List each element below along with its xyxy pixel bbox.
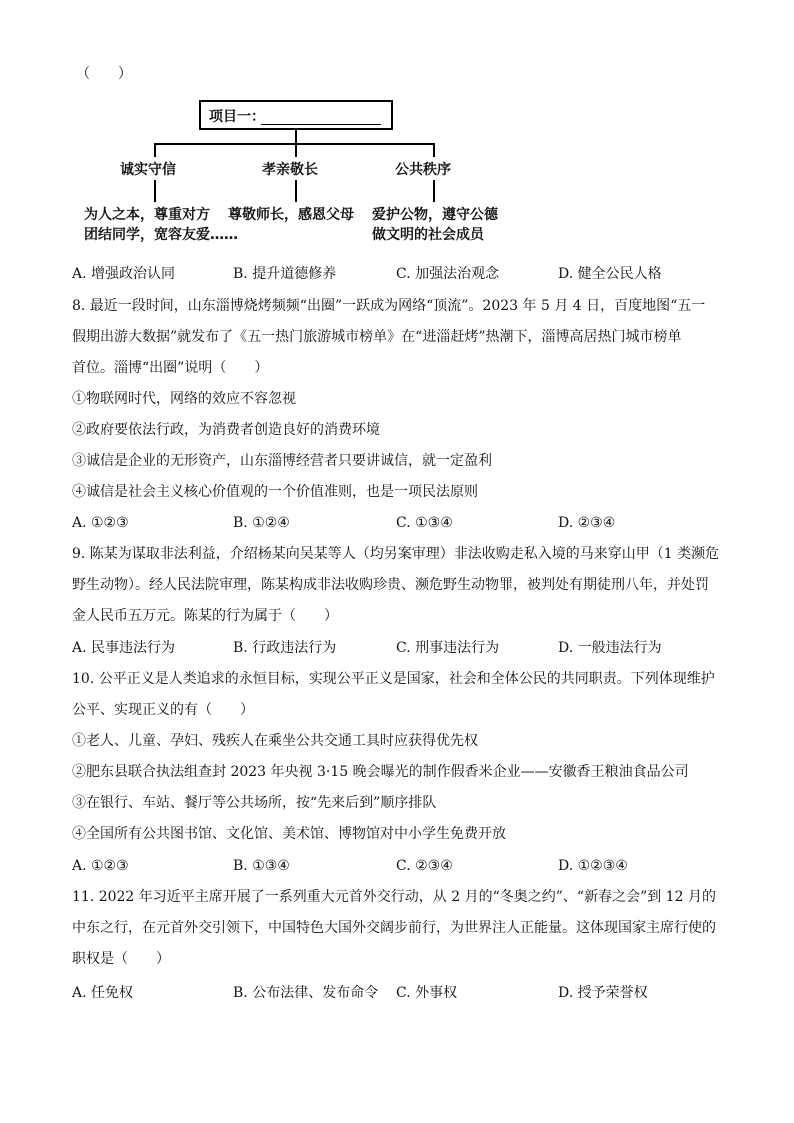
q11-option-b[interactable]: B. 公布法律、发布命令 — [233, 985, 379, 1001]
q8-item-2: ②政府要依法行政，为消费者创造良好的消费环境 — [72, 422, 380, 438]
q7-option-d[interactable]: D. 健全公民人格 — [558, 266, 662, 282]
q8-option-b[interactable]: B. ①②④ — [233, 515, 290, 531]
q8-item-3: ③诚信是企业的无形资产，山东淄博经营者只要讲诚信，就一定盈利 — [72, 453, 492, 469]
q10-stem-line-1: 10. 公平正义是人类追求的永恒目标，实现公平正义是国家，社会和全体公民的共同职责。下列体现维护 — [72, 671, 715, 687]
q10-item-2: ②肥东县联合执法组查封 2023 年央视 3·15 晚会曝光的制作假香米企业——安徽香王粮油食品公司 — [72, 764, 689, 780]
q8-item-1: ①物联网时代，网络的效应不容忽视 — [72, 391, 296, 407]
q11-option-d[interactable]: D. 授予荣誉权 — [558, 985, 648, 1001]
leaf-line-left — [154, 180, 156, 202]
q11-stem-line-3: 职权是（ ） — [72, 951, 170, 967]
q10-item-3: ③在银行、车站、餐厅等公共场所，按“先来后到”顺序排队 — [72, 795, 437, 811]
q9-option-a[interactable]: A. 民事违法行为 — [72, 640, 176, 656]
q8-option-d[interactable]: D. ②③④ — [558, 515, 616, 531]
q9-stem-line-1: 9. 陈某为谋取非法利益，介绍杨某向吴某等人（均另案审理）非法收购走私入境的马来穿山甲（1 类濒危 — [72, 546, 720, 562]
diagram-blank — [261, 124, 381, 125]
leaf-line-right — [433, 180, 435, 202]
q8-stem-line-1: 8. 最近一段时间，山东淄博烧烤频频“出圈”一跃成为网络“顶流”。2023 年 5 月 4 日，百度地图“五一 — [72, 298, 706, 314]
q7-stem-tail: （ ） — [76, 66, 132, 82]
connector-left — [154, 143, 156, 157]
q7-option-b[interactable]: B. 提升道德修养 — [233, 266, 337, 282]
q11-stem-line-2: 中东之行，在元首外交引领下，中国特色大国外交阔步前行，为世界注人正能量。这体现国家主席行使的 — [72, 920, 716, 936]
q10-option-a[interactable]: A. ①②③ — [72, 858, 129, 874]
q8-option-c[interactable]: C. ①③④ — [396, 515, 453, 531]
leaf-line-mid — [295, 180, 297, 202]
diagram-title-box — [199, 100, 393, 130]
q10-stem-line-2: 公平、实现正义的有（ ） — [72, 702, 254, 718]
q9-stem-line-2: 野生动物）。经人民法院审理，陈某构成非法收购珍贵、濒危野生动物罪，被判处有期徒刑八年，并处罚 — [72, 577, 709, 593]
leaf-right-1: 爱护公物，遵守公德 — [372, 207, 498, 223]
q8-option-a[interactable]: A. ①②③ — [72, 515, 129, 531]
diagram-title: 项目一： — [209, 109, 265, 125]
q10-option-c[interactable]: C. ②③④ — [396, 858, 453, 874]
q7-option-c[interactable]: C. 加强法治观念 — [396, 266, 500, 282]
q10-item-4: ④全国所有公共图书馆、文化馆、美术馆、博物馆对中小学生免费开放 — [72, 826, 506, 842]
branch-honesty: 诚实守信 — [120, 162, 176, 178]
q9-option-b[interactable]: B. 行政违法行为 — [233, 640, 337, 656]
q10-option-d[interactable]: D. ①②③④ — [558, 858, 628, 874]
q11-option-a[interactable]: A. 任免权 — [72, 985, 134, 1001]
q10-item-1: ①老人、儿童、孕妇、残疾人在乘坐公共交通工具时应获得优先权 — [72, 733, 478, 749]
leaf-left-1: 为人之本，尊重对方 — [84, 207, 210, 223]
branch-filial: 孝亲敬长 — [262, 162, 318, 178]
leaf-mid-1: 尊敬师长，感恩父母 — [228, 207, 354, 223]
q9-option-c[interactable]: C. 刑事违法行为 — [396, 640, 500, 656]
leaf-left-2: 团结同学，宽容友爱…… — [84, 227, 238, 243]
q10-option-b[interactable]: B. ①③④ — [233, 858, 290, 874]
q11-option-c[interactable]: C. 外事权 — [396, 985, 458, 1001]
q9-option-d[interactable]: D. 一般违法行为 — [558, 640, 662, 656]
connector-trunk — [295, 130, 297, 144]
connector-mid — [295, 143, 297, 157]
q9-stem-line-3: 金人民币五万元。陈某的行为属于（ ） — [72, 608, 338, 624]
q8-stem-line-2: 假期出游大数据”就发布了《五一热门旅游城市榜单》在“进淄赶烤”热潮下，淄博高居热门城市榜单 — [72, 329, 682, 345]
q8-stem-line-3: 首位。淄博“出圈”说明（ ） — [72, 360, 269, 376]
q7-option-a[interactable]: A. 增强政治认同 — [72, 266, 176, 282]
branch-public-order: 公共秩序 — [395, 162, 451, 178]
q8-item-4: ④诚信是社会主义核心价值观的一个价值准则，也是一项民法原则 — [72, 484, 478, 500]
q11-stem-line-1: 11. 2022 年习近平主席开展了一系列重大元首外交行动，从 2 月的“冬奥之约”、“新春之会”到 12 月的 — [72, 889, 716, 905]
connector-right — [433, 143, 435, 157]
leaf-right-2: 做文明的社会成员 — [372, 227, 484, 243]
